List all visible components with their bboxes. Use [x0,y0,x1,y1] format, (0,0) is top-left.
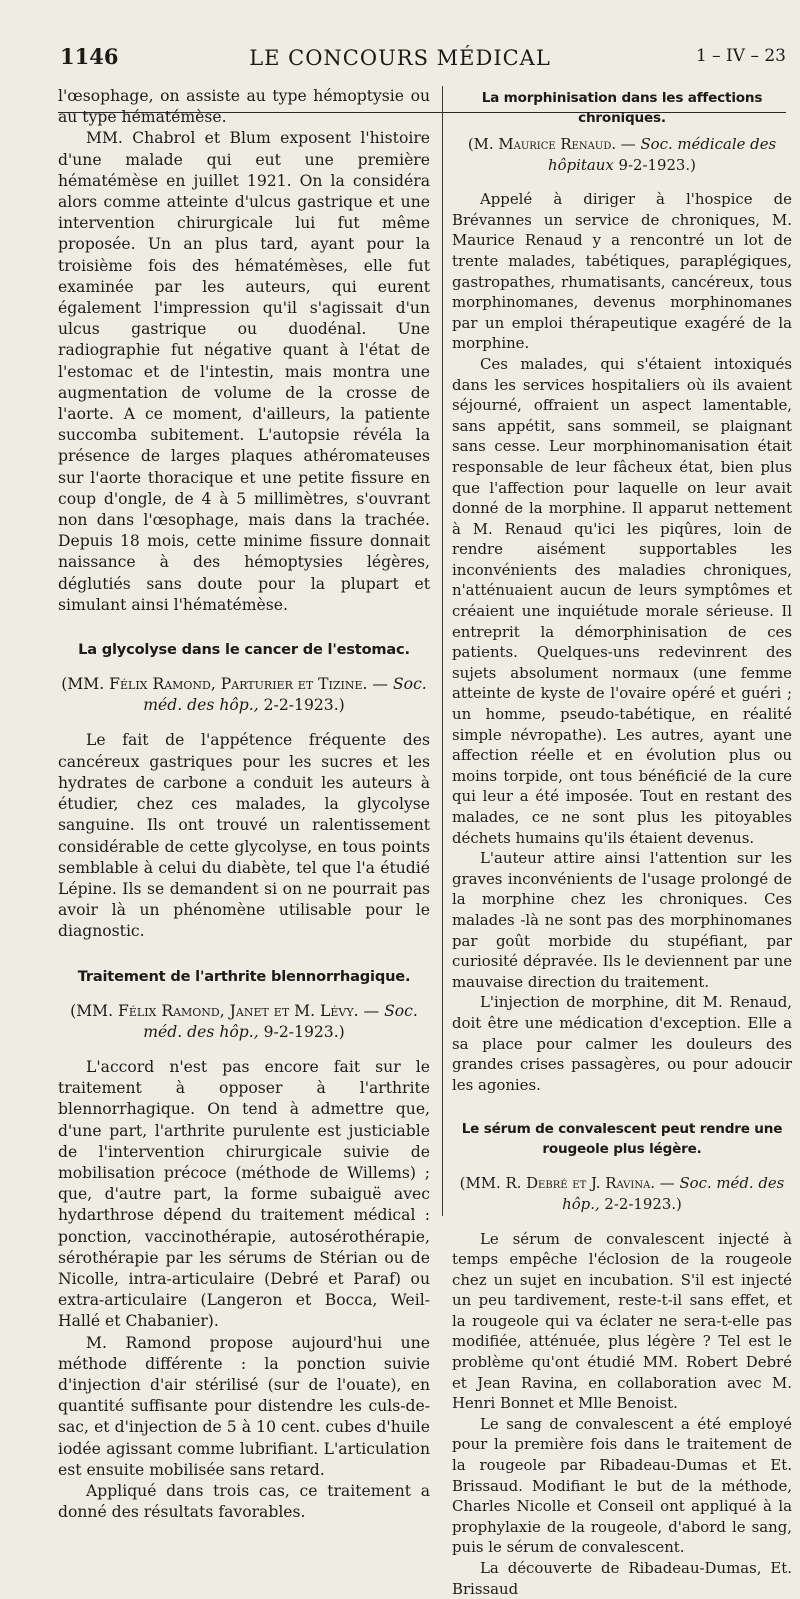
page-number: 1146 [60,44,119,69]
journal-title: LE CONCOURS MÉDICAL [249,46,551,70]
paragraph: Appelé à diriger à l'hospice de Brévannes un service de chroniques, M. Maurice Renaud y a rencontré un lot de trente malades, tabétiques, paraplégiques, gastropathes, rhumatisants, cancéreux, tous morphinomanes, devenus morphinomanes par un emploi thérapeutique exagéré de la morphine. [452,190,792,353]
issue-date: 1 – IV – 23 [695,46,786,66]
paragraph: La découverte de Ribadeau-Dumas, Et. Brissaud [452,1559,792,1598]
source-journal: Soc. méd. des hôp., [143,1001,418,1041]
source-date: 9-2-1923.) [263,1022,345,1041]
paragraph: Le fait de l'appétence fréquente des cancéreux gastriques pour les sucres et les hydrates de carbone a conduit les auteurs à étudier, chez ces malades, la glycolyse sanguine. Ils ont trouvé un ralentissement considérable de cette glycolyse, en tous points semblable à celui du diabète, tel que l'a étudié Lépine. Ils se demandent si on ne pourrait pas avoir là un phénomène utilisable pour le diagnostic. [58,731,430,941]
paragraph: Le sang de convalescent a été employé pour la première fois dans le traitement de la rougeole par Ribadeau-Dumas et Et. Brissaud. Modifiant le but de la méthode, Charles Nicolle et Conseil ont appliqué à la prophylaxie de la rougeole, d'abord le sang, puis le sérum de convalescent. [452,1414,792,1557]
paragraph: MM. Chabrol et Blum exposent l'histoire d'une malade qui eut une première hématémèse en juillet 1921. On la considéra alors comme atteinte d'ulcus gastrique et une intervention chirurgicale lui fut même proposée. Un an plus tard, ayant pour la troisième fois des hématémèses, elle fut examinée par les auteurs, qui eurent également l'impression qu'il s'agissait d'un ulcus gastrique ou duodénal. Une radiographie fut négative quant à l'état de l'estomac et de l'intestin, mais montra une augmentation de volume de la crosse de l'aorte. A ce moment, d'ailleurs, la patiente succomba subitement. L'autopsie révéla la présence de larges plaques athéromateuses sur l'aorte thoracique et une petite fissure en coup d'ongle, de 4 à 5 millimètres, s'ouvrant non dans l'œsophage, mais dans la trachée. Depuis 18 mois, cette minime fissure donnait naissance à des hémoptysies légères, déglutiés sans doute pour la plupart et simulant ainsi l'hématémèse. [58,129,430,614]
source-journal: Soc. méd. des hôp., [143,675,427,715]
source-date: 2-2-1923.) [263,696,345,715]
section-heading: La morphinisation dans les affections chroniques. [481,90,763,126]
paragraph: Appliqué dans trois cas, ce traitement a donné des résultats favorables. [58,1481,430,1522]
source-journal: Soc. médicale des hôpitaux [548,135,777,174]
article-source [58,674,430,716]
right-column [452,88,792,1599]
paragraph: L'accord n'est pas encore fait sur le traitement à opposer à l'arthrite blennorrhagique. On tend à admettre que, d'une part, l'arthrite purulente est justiciable de l'intervention chirurgicale suivie de mobilisation précoce (méthode de Willems) ; que, d'autre part, la forme subaiguë avec hydarthrose dépend du traitement médical : ponction, vaccinothérapie, autosérothérapie, sérothérapie par les sérums de Stérian ou de Nicolle, intra-articulaire (Debré et Paraf) ou extra-articulaire (Langeron et Bocca, Weil-Hallé et Chabanier). [58,1057,430,1331]
article-source [452,1173,792,1214]
page-header [0,40,800,76]
paragraph: Le sérum de convalescent injecté à temps empêche l'éclosion de la rougeole chez un sujet en incubation. S'il est injecté un peu tardivement, reste-t-il sans effet, et la rougeole qui va éclater ne sera-t-elle pas modifiée, atténuée, plus légère ? Tel est le problème qu'ont étudié MM. Robert Debré et Jean Ravina, en collaboration avec M. Henri Bonnet et Mlle Benoist. [452,1229,792,1413]
article-source [452,134,792,175]
source-authors: (MM. Félix Ramond, Parturier et Tizine. — [61,675,389,694]
paragraph: M. Ramond propose aujourd'hui une méthode différente : la ponction suivie d'injection d'air stérilisé (sur de l'ouate), en quantité suffisante pour distendre les culs-de-sac, et d'injection de 5 à 10 cent. cubes d'huile iodée agissant comme lubrifiant. L'articulation est ensuite mobilisée sans retard. [58,1333,430,1479]
article-source [58,1001,430,1043]
left-column [58,86,430,1523]
section-heading: Le sérum de convalescent peut rendre une rougeole plus légère. [461,1121,783,1158]
paragraph: L'injection de morphine, dit M. Renaud, doit être une médication d'exception. Elle a sa place pour calmer les douleurs des grandes crises passagères, ou pour adoucir les agonies. [452,993,792,1094]
source-date: 2-2-1923.) [604,1194,682,1213]
source-date: 9-2-1923.) [618,155,696,174]
paragraph: l'œsophage, on assiste au type hémoptysie ou au type hématémèse. [58,87,430,127]
source-authors: (MM. Félix Ramond, Janet et M. Lévy. — [70,1001,380,1020]
section-heading: La glycolyse dans le cancer de l'estomac. [78,641,410,659]
section-heading: Traitement de l'arthrite blennorrhagique. [77,967,411,985]
source-authors: (M. Maurice Renaud. — [467,135,636,153]
paragraph: Ces malades, qui s'étaient intoxiqués dans les services hospitaliers où ils avaient séjourné, offraient un aspect lamentable, sans appétit, sans sommeil, se plaignant sans cesse. Leur morphinomanisation était responsable de leur fâcheux état, bien plus que l'affection pour laquelle on leur avait donné de la morphine. Il apparut nettement à M. Renaud qu'ici les piqûres, loin de rendre aisément supportables les inconvénients des maladies chroniques, n'atténuaient aucun de leurs symptômes et créaient une inquiétude morale sérieuse. Il entreprit la démorphinisation de ces patients. Quelques-uns redevinrent des sujets absolument normaux (une femme atteinte de kyste de l'ovaire opéré et guéri ; un homme, pseudo-tabétique, en réalité simple névropathe). Les autres, ayant une affection réelle et en évolution plus ou moins torpide, ont tous bénéficié de la cure qui leur a été imposée. Tout en restant des malades, ce ne sont plus les pitoyables déchets humains qu'ils étaient devenus. [452,354,792,847]
paragraph: L'auteur attire ainsi l'attention sur les graves inconvénients de l'usage prolongé de la morphine chez les chroniques. Ces malades -là ne sont pas des morphinomanes par goût morbide du stupéfiant, par curiosité dépravée. Ils le deviennent par une mauvaise direction du traitement. [452,849,792,991]
source-journal: Soc. méd. des hôp., [562,1174,785,1213]
source-authors: (MM. R. Debré et J. Ravina. — [459,1174,675,1193]
column-divider [442,86,443,1216]
